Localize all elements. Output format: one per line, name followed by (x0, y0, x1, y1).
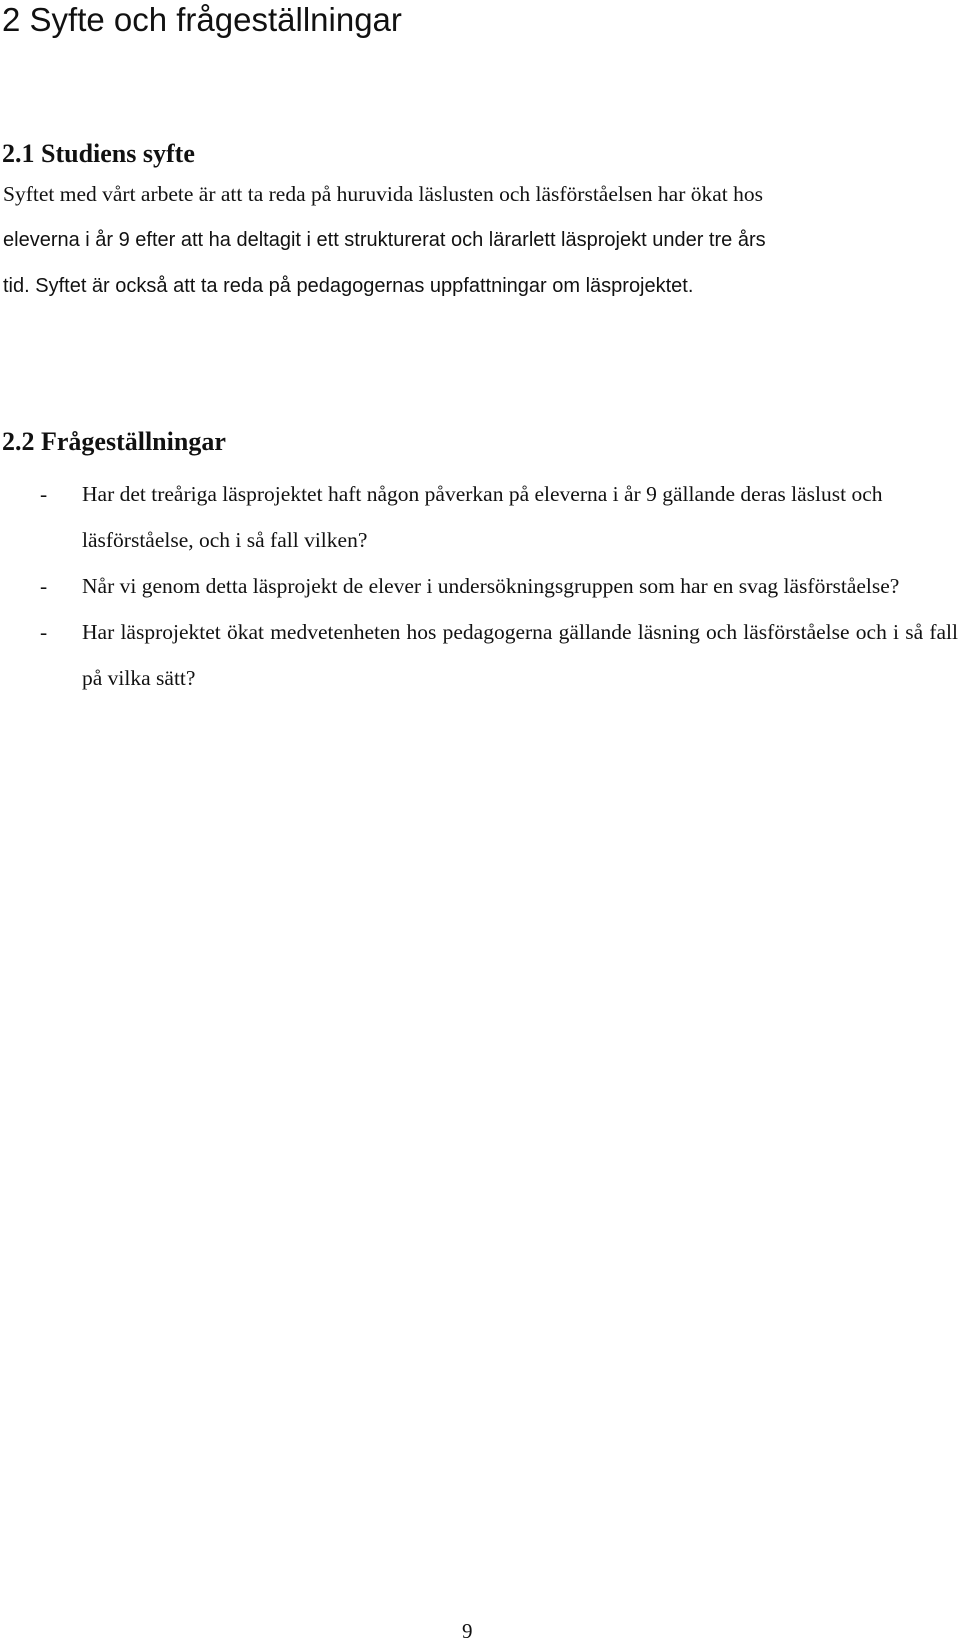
section-heading-questions: 2.2 Frågeställningar (2, 427, 226, 456)
list-marker: - (40, 620, 48, 644)
list-marker: - (40, 574, 48, 598)
question-text: Har det treåriga läsprojektet haft någon påverkan på eleverna i år 9 gällande deras läslust och läsförståelse, och i så fall vilken? (82, 482, 883, 552)
list-item (40, 609, 958, 701)
list-marker: - (40, 482, 48, 506)
section-heading-purpose: 2.1 Studiens syfte (2, 139, 195, 168)
list-item (40, 563, 958, 609)
question-text: Når vi genom detta läsprojekt de elever i undersökningsgruppen som har en svag läsförståelse? (82, 574, 900, 598)
page-number: 9 (462, 1619, 473, 1643)
research-questions-list (40, 471, 958, 701)
chapter-title: 2 Syfte och frågeställningar (2, 1, 402, 38)
purpose-line-3: tid. Syftet är också att ta reda på pedagogernas uppfattningar om läsprojektet. (3, 275, 694, 297)
purpose-line-1: Syftet med vårt arbete är att ta reda på huruvida läslusten och läsförståelsen har ökat hos (3, 182, 763, 206)
purpose-line-2: eleverna i år 9 efter att ha deltagit i ett strukturerat och lärarlett läsprojekt under tre års (3, 229, 766, 251)
list-item (40, 471, 958, 563)
question-text: Har läsprojektet ökat medvetenheten hos pedagogerna gällande läsning och läsförståelse och i så fall på vilka sätt? (82, 620, 958, 690)
